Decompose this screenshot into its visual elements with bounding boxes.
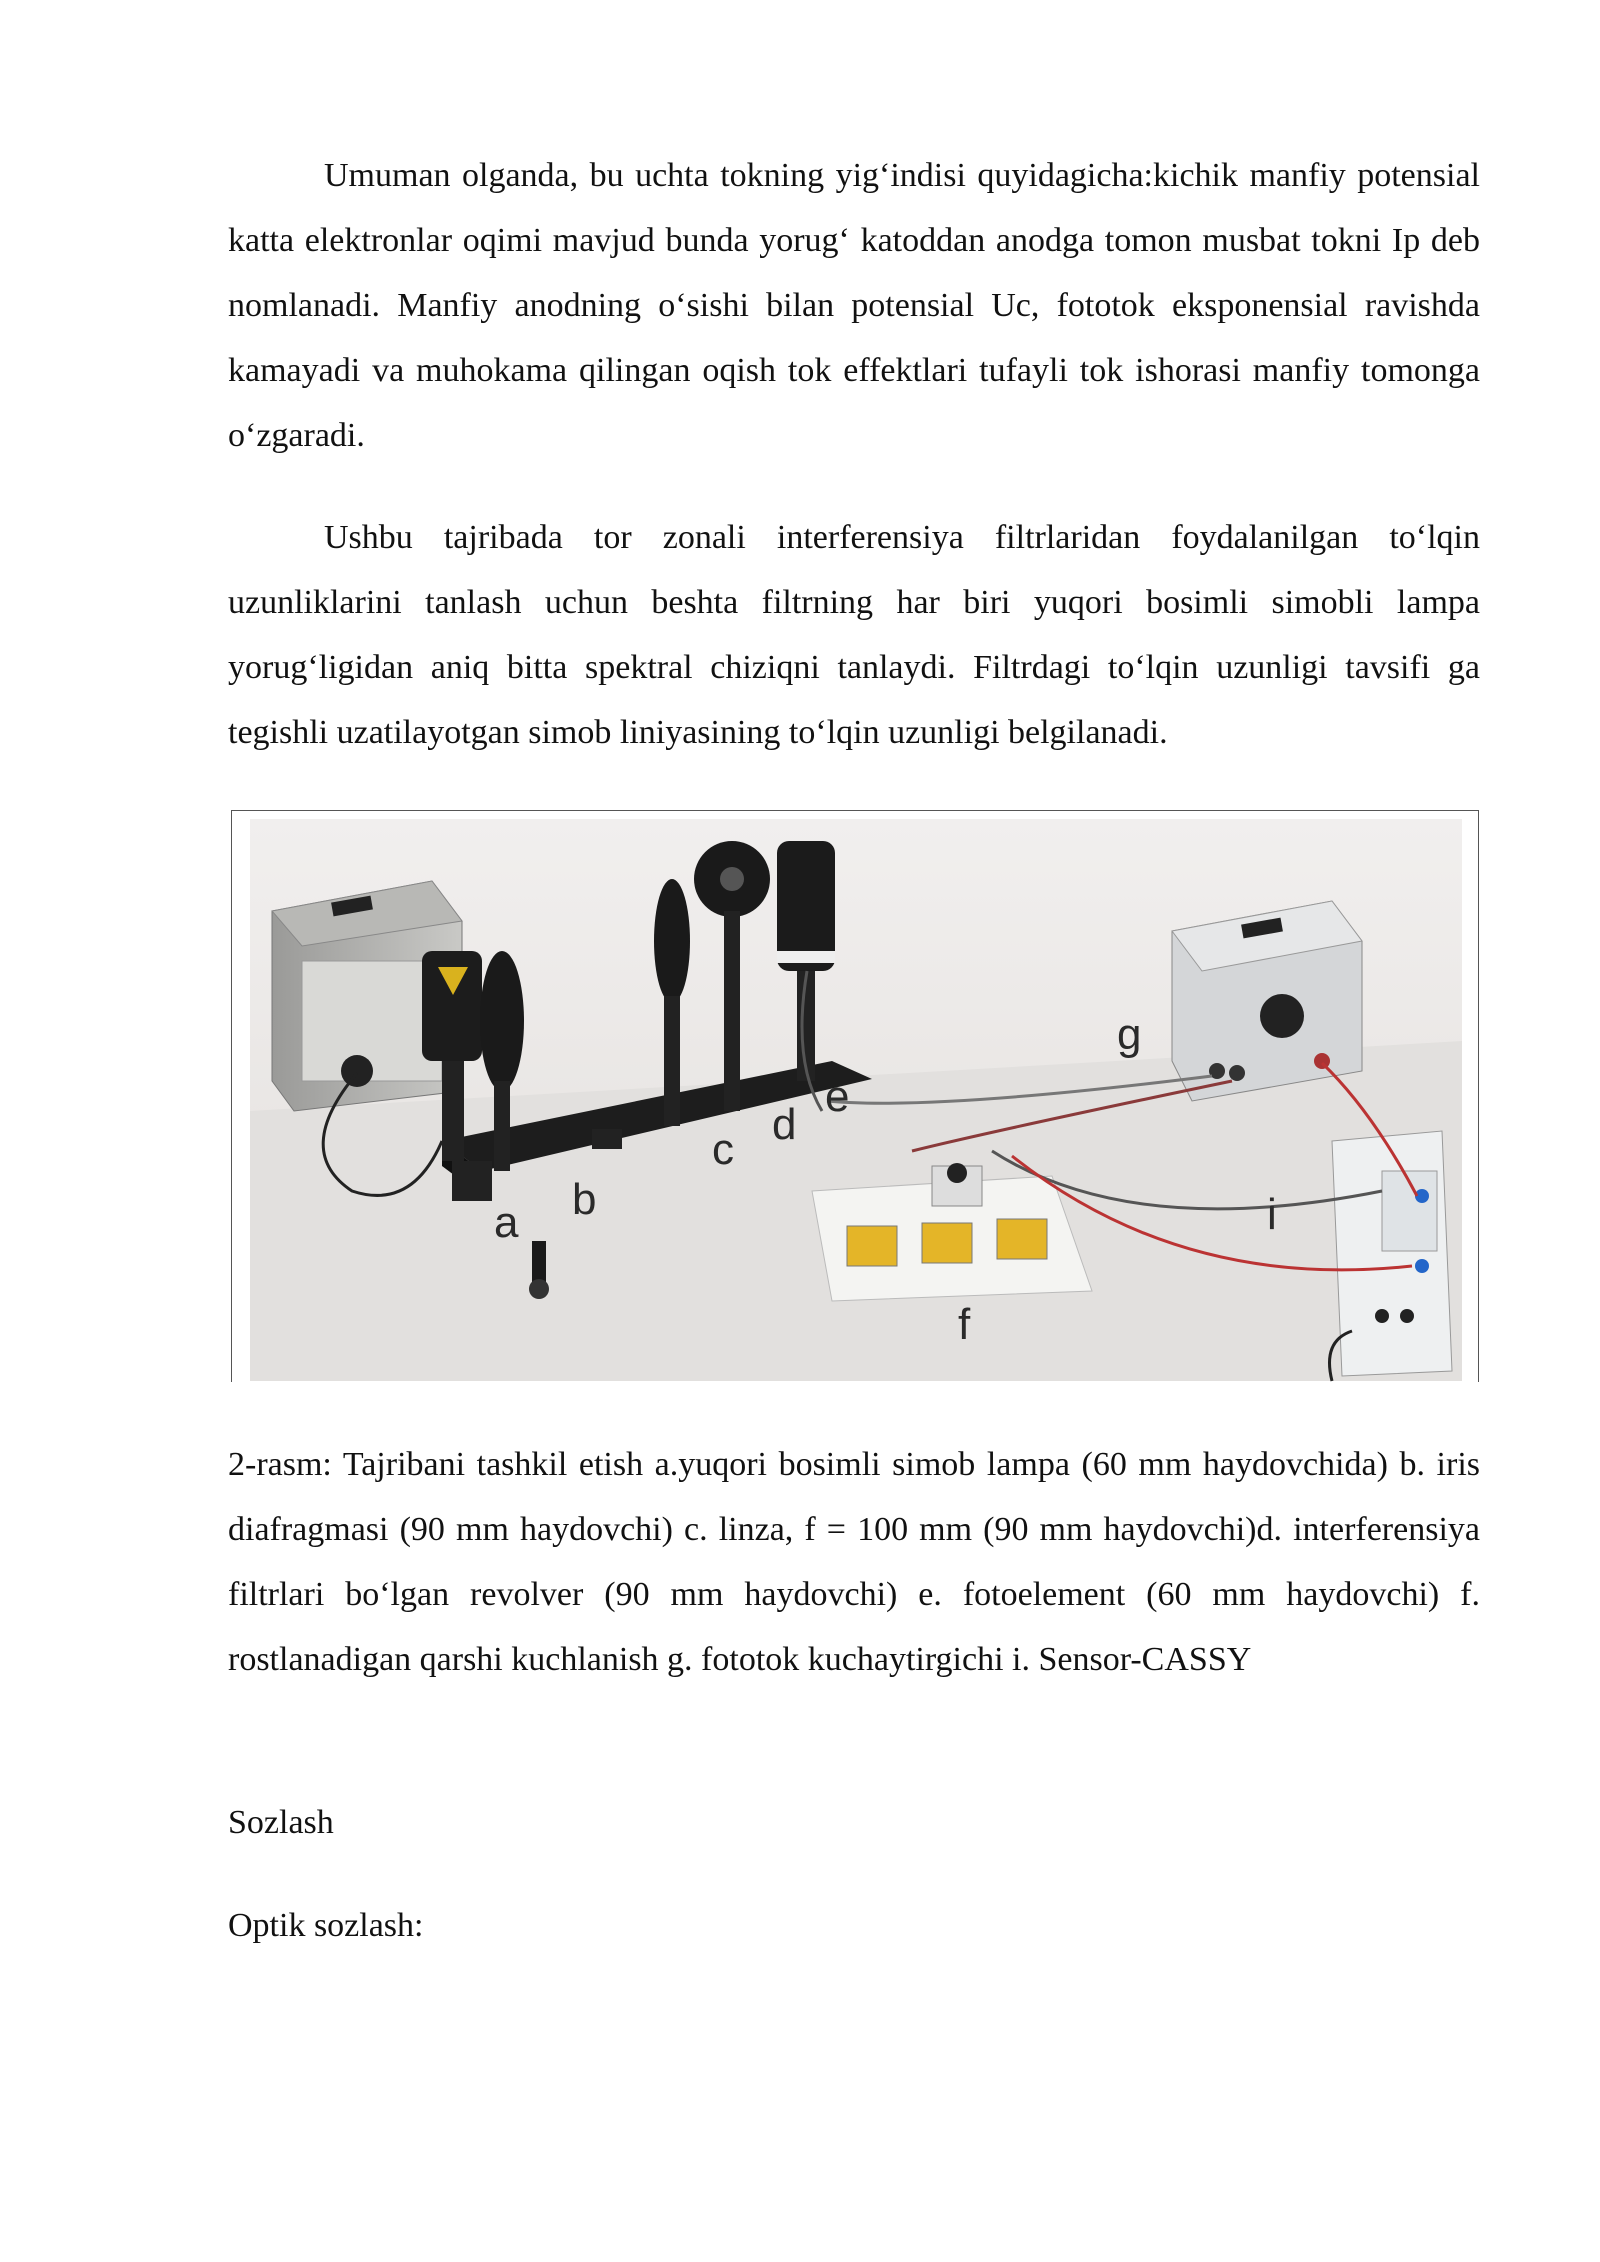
label-c: c [712,1125,734,1174]
label-g: g [1117,1010,1142,1059]
section-heading-optik-sozlash: Optik sozlash: [228,1907,424,1944]
paragraph-1: Umuman olganda, bu uchta tokning yig‘indisi quyidagicha:kichik manfiy potensial katta elektronlar oqimi mavjud bunda yorug‘ katoddan anodga tomon musbat tokni Ip deb nomlanadi. Manfiy anodning o‘sishi bilan potensial Uc, fototok eksponensial ravishda kamayadi va muhokama qilingan oqish tok effektlari tufayli tok ishorasi manfiy tomonga o‘zgaradi. [228,157,1480,454]
label-e: e [825,1072,850,1121]
label-b: b [572,1175,597,1224]
sensor-cassy [1332,1131,1452,1376]
setup-illustration [232,811,1478,1383]
label-a: a [494,1198,519,1247]
fototok-amplifier [1172,901,1362,1101]
label-i: i [1267,1190,1277,1239]
paragraph-2: Ushbu tajribada tor zonali interferensiya filtrlaridan foydalanilgan to‘lqin uzunliklarini tanlash uchun beshta filtrning har biri yuqori bosimli simobli lampa yorug‘ligidan aniq bitta spektral chiziqni tanlaydi. Filtrdagi to‘lqin uzunligi tavsifi ga tegishli uzatilayotgan simob liniyasining to‘lqin uzunligi belgilanadi. [228,519,1480,751]
label-f: f [958,1300,971,1349]
figure-caption: 2-rasm: Tajribani tashkil etish a.yuqori bosimli simob lampa (60 mm haydovchida) b. iris diafragmasi (90 mm haydovchi) c. linza, f = 100 mm (90 mm haydovchi)d. interferensiya filtrlari bo‘lgan revolver (90 mm haydovchi) e. fotoelement (60 mm haydovchi) f. rostlanadigan qarshi kuchlanish g. fototok kuchaytirgichi i. Sensor-CASSY [228,1446,1480,1678]
section-heading-sozlash: Sozlash [228,1804,334,1841]
label-d: d [772,1100,797,1149]
experiment-setup-photo [231,810,1479,1382]
